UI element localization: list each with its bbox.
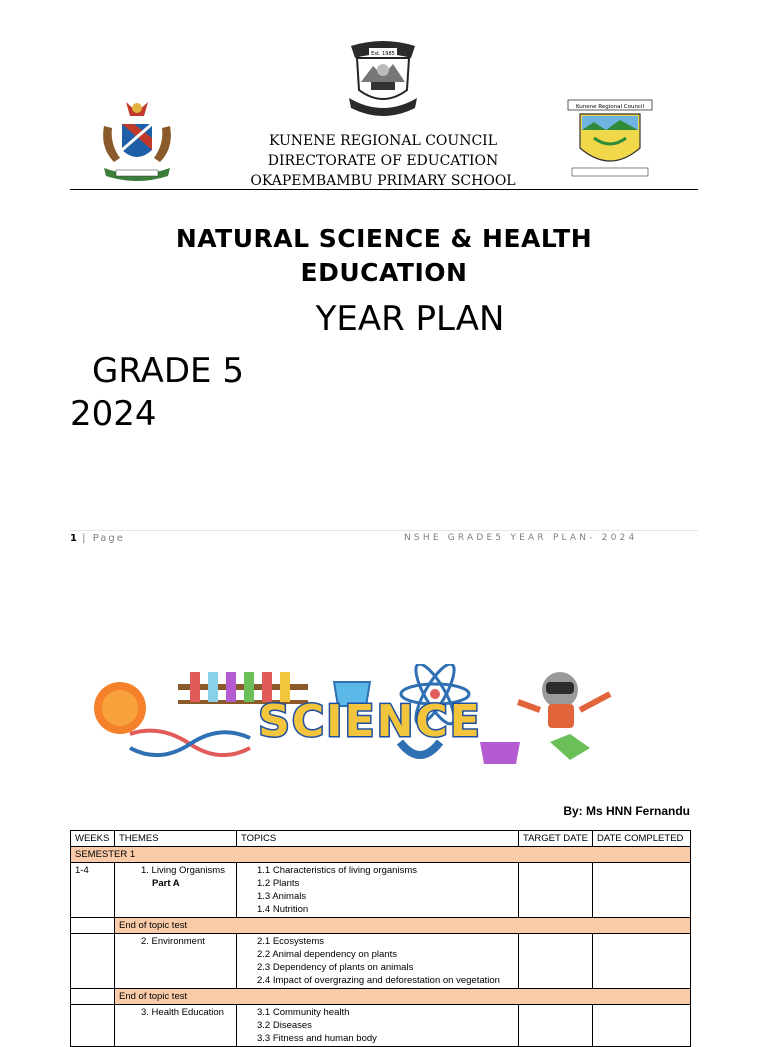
coat-of-arms-logo (96, 98, 178, 184)
regional-council-logo (564, 98, 656, 184)
topic-item: 2.1 Ecosystems (257, 936, 325, 947)
topic-item: 1.1 Characteristics of living organisms (257, 865, 417, 876)
theme-label: 3. Health Education (141, 1007, 224, 1018)
header-divider (70, 189, 698, 190)
target-date-cell (519, 934, 593, 989)
end-test-row (71, 989, 691, 1005)
topic-item: 3.2 Diseases (257, 1020, 312, 1031)
date-completed-cell (593, 1005, 691, 1047)
semester-label: SEMESTER 1 (71, 847, 691, 863)
end-test-label: End of topic test (115, 918, 691, 934)
topic-item: 1.3 Animals (257, 891, 307, 902)
header-topics: TOPICS (237, 831, 519, 847)
science-banner-image (70, 664, 698, 770)
year-plan-table (70, 830, 691, 1047)
date-completed-cell (593, 934, 691, 989)
theme-part: Part A (152, 878, 180, 889)
logo-right-text: Kunene Regional Council (575, 104, 645, 110)
header-themes: THEMES (115, 831, 237, 847)
footer-doc-label: NSHE GRADE5 YEAR PLAN- 2024 (404, 533, 638, 543)
target-date-cell (519, 863, 593, 918)
theme-cell (115, 863, 237, 918)
topic-item: 2.4 Impact of overgrazing and deforestation on vegetation (257, 975, 500, 986)
weeks-cell: 1-4 (71, 863, 115, 918)
table-row (71, 934, 691, 989)
document-title (100, 222, 668, 290)
weeks-cell (71, 1005, 115, 1047)
title-line-1: NATURAL SCIENCE & HEALTH (175, 224, 593, 253)
table-header-row (71, 831, 691, 847)
footer-divider (70, 530, 698, 531)
council-line-1: KUNENE REGIONAL COUNCIL (269, 133, 497, 149)
document-subtitle: YEAR PLAN (315, 299, 505, 339)
topics-cell (237, 934, 519, 989)
theme-label: 2. Environment (141, 936, 205, 947)
page-number-value: 1 (70, 533, 77, 544)
theme-label: 1. Living Organisms (141, 865, 225, 876)
title-line-2: EDUCATION (300, 258, 468, 287)
council-line-3: OKAPEMBAMBU PRIMARY SCHOOL (250, 173, 516, 189)
target-date-cell (519, 1005, 593, 1047)
end-test-row (71, 918, 691, 934)
theme-cell (115, 1005, 237, 1047)
topics-cell (237, 863, 519, 918)
topics-cell (237, 1005, 519, 1047)
topic-item: 2.3 Dependency of plants on animals (257, 962, 414, 973)
weeks-cell (71, 934, 115, 989)
semester-row (71, 847, 691, 863)
header-weeks: WEEKS (71, 831, 115, 847)
banner-word: SCIENCE (258, 696, 482, 747)
grade-label: GRADE 5 (92, 351, 244, 391)
table-row (71, 863, 691, 918)
header-target-date: TARGET DATE (519, 831, 593, 847)
end-test-label: End of topic test (115, 989, 691, 1005)
table-row (71, 1005, 691, 1047)
topic-item: 3.1 Community health (257, 1007, 350, 1018)
school-logo (341, 38, 425, 116)
header-date-completed: DATE COMPLETED (593, 831, 691, 847)
topic-item: 1.4 Nutrition (257, 904, 309, 915)
page-number (70, 533, 125, 544)
topic-item: 1.2 Plants (257, 878, 300, 889)
date-completed-cell (593, 863, 691, 918)
year-label: 2024 (70, 394, 157, 434)
logo-est-text: Est. 1985 (371, 51, 395, 57)
theme-cell (115, 934, 237, 989)
author-byline: By: Ms HNN Fernandu (563, 804, 690, 818)
topic-item: 3.3 Fitness and human body (257, 1033, 377, 1044)
topic-item: 2.2 Animal dependency on plants (257, 949, 397, 960)
council-line-2: DIRECTORATE OF EDUCATION (267, 153, 499, 169)
page-label: | Page (82, 533, 125, 544)
